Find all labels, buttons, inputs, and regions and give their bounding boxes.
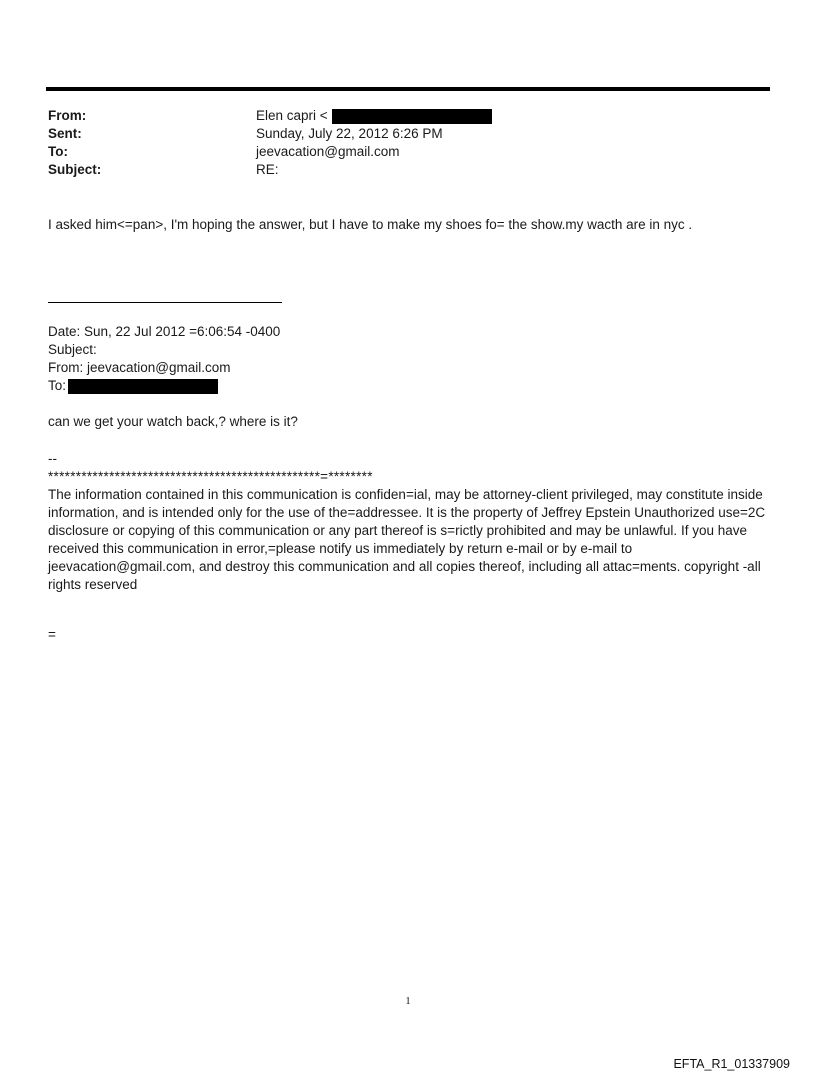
quoted-subject: Subject: <box>48 342 97 357</box>
sent-value: Sunday, July 22, 2012 6:26 PM <box>256 126 443 141</box>
sent-row <box>48 125 748 143</box>
confidentiality-disclaimer: The information contained in this communication is confiden=ial, may be attorney-client privileged, may constitute inside information, and is intended only for the use of the=addressee. It is the property of Jeffrey Epstein Unauthorized use=2C disclosure or copying of this communication or any part thereof is s=rictly prohibited and may be unlawful. If you have received this communication in error,=please notify us immediately by return e-mail or by e-mail to jeevacation@gmail.com, and destroy this communication and all copies thereof, including all attac=ments. copyright -all rights reserved <box>48 487 766 592</box>
signature-block <box>48 450 773 594</box>
signature-stars: *************************************************=******** <box>48 469 373 484</box>
page-number: 1 <box>405 995 411 1007</box>
to-label: To: <box>48 144 68 159</box>
redaction-bar <box>68 379 218 394</box>
document-id: EFTA_R1_01337909 <box>673 1057 790 1071</box>
quoted-message <box>48 323 280 395</box>
to-value: jeevacation@gmail.com <box>256 144 400 159</box>
trailing-equals: = <box>48 627 56 642</box>
from-value <box>256 107 492 125</box>
subject-label: Subject: <box>48 162 102 177</box>
to-row <box>48 143 748 161</box>
subject-value: RE: <box>256 162 279 177</box>
signature-dashes: -- <box>48 451 57 466</box>
from-value-text: Elen capri < <box>256 108 328 123</box>
subject-row <box>48 161 748 179</box>
from-label: From: <box>48 108 87 123</box>
message-body: I asked him<=pan>, I'm hoping the answer, but I have to make my shoes fo= the show.my wacth are in nyc . <box>48 217 693 232</box>
quoted-from: From: jeevacation@gmail.com <box>48 360 231 375</box>
sent-label: Sent: <box>48 126 82 141</box>
quoted-date: Date: Sun, 22 Jul 2012 =6:06:54 -0400 <box>48 324 281 339</box>
quote-separator-rule <box>48 302 282 303</box>
quoted-to: To: <box>48 378 67 393</box>
quoted-to-row <box>48 377 280 395</box>
from-row <box>48 107 748 125</box>
redaction-bar <box>332 109 492 124</box>
header-rule <box>46 87 770 91</box>
email-header <box>48 107 748 179</box>
quoted-body: can we get your watch back,? where is it? <box>48 414 298 429</box>
